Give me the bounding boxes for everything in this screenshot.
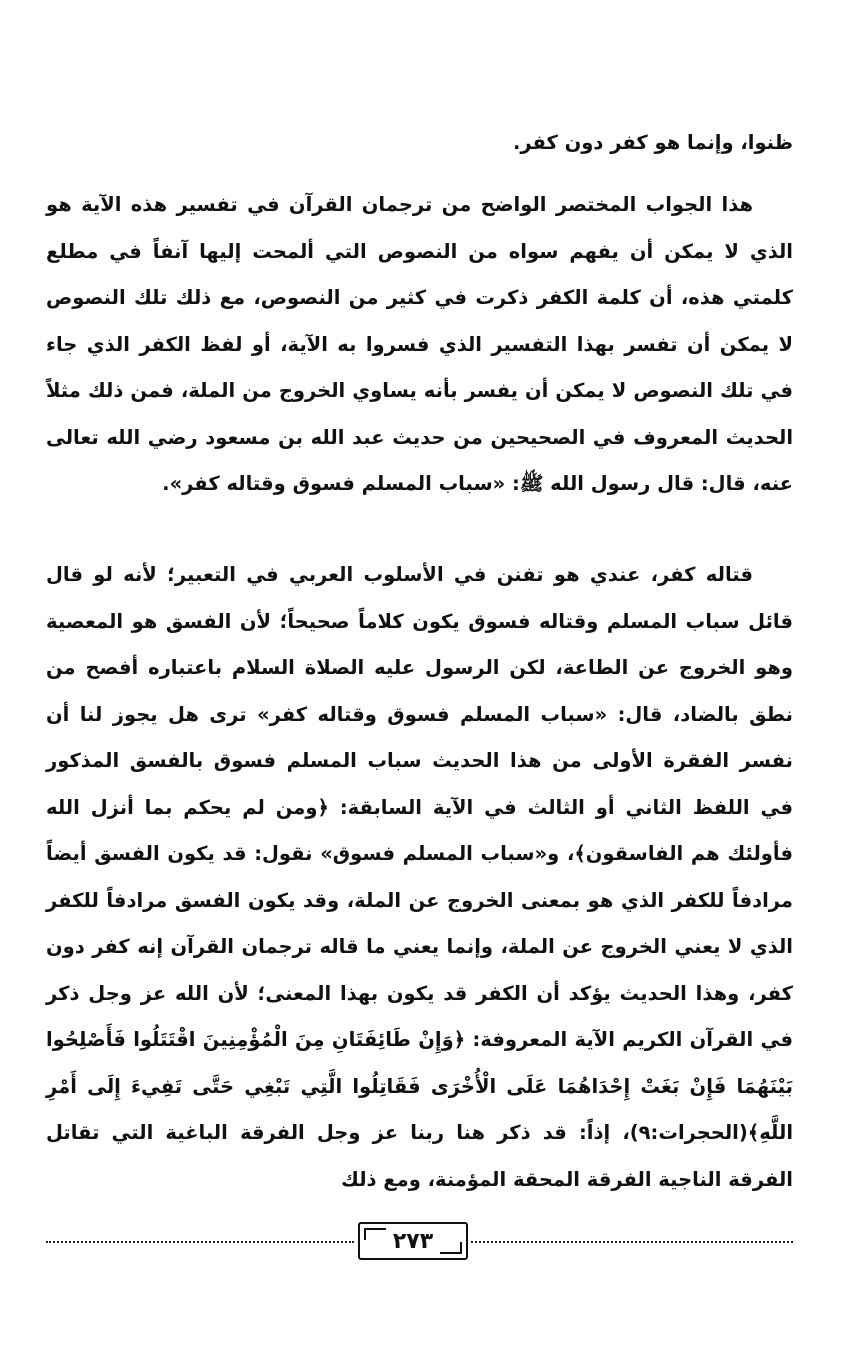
- paragraph-one-text: هذا الجواب المختصر الواضح من ترجمان القرآن في تفسير هذه الآية هو الذي لا يمكن أن يفهم سواه من النصوص التي ألمحت إليها آنفاً في مطلع كلمتي هذه، أن كلمة الكفر ذكرت في كثير من النصوص، مع ذلك تلك النصوص لا يمكن أن تفسر بهذا التفسير الذي فسروا به الآية، أو لفظ الكفر الذي جاء في تلك النصوص لا يمكن أن يفسر بأنه يساوي الخروج من الملة، فمن ذلك مثلاً الحديث المعروف في الصحيحين من حديث عبد الله بن مسعود رضي الله تعالى عنه، قال: قال رسول الله ﷺ: «سباب المسلم فسوق وقتاله كفر».: [46, 193, 793, 495]
- page-number-frame: [358, 1222, 468, 1260]
- paragraph-two: [46, 552, 793, 1203]
- ornament-icon: [364, 1228, 386, 1240]
- ornament-icon: [440, 1242, 462, 1254]
- footer-divider-right: [471, 1241, 793, 1243]
- page-footer: [46, 1222, 793, 1262]
- intro-line: [46, 120, 793, 167]
- intro-line-text: ظنوا، وإنما هو كفر دون كفر.: [512, 131, 793, 154]
- paragraph-two-text: قتاله كفر، عندي هو تفنن في الأسلوب العربي في التعبير؛ لأنه لو قال قائل سباب المسلم وقتاله فسوق يكون كلاماً صحيحاً؛ لأن الفسق هو المعصية وهو الخروج عن الطاعة، لكن الرسول عليه الصلاة السلام باعتباره أفصح من نطق بالضاد، قال: «سباب المسلم فسوق وقتاله كفر» ترى هل يجوز لنا أن نفسر الفقرة الأولى من هذا الحديث سباب المسلم فسوق بالفسق المذكور في اللفظ الثاني أو الثالث في الآية السابقة: ﴿ومن لم يحكم بما أنزل الله فأولئك هم الفاسقون﴾، و«سباب المسلم فسوق» نقول: قد يكون الفسق أيضاً مرادفاً للكفر الذي هو بمعنى الخروج عن الملة، وقد يكون الفسق مرادفاً للكفر الذي لا يعني الخروج عن الملة، وإنما يعني ما قاله ترجمان القرآن إنه كفر دون كفر، وهذا الحديث يؤكد أن الكفر قد يكون بهذا المعنى؛ لأن الله عز وجل ذكر في القرآن الكريم الآية المعروفة: ﴿وَإِنْ طَائِفَتَانِ مِنَ الْمُؤْمِنِينَ اقْتَتَلُوا فَأَصْلِحُوا بَيْنَهُمَا فَإِنْ بَغَتْ إِحْدَاهُمَا عَلَى الْأُخْرَى فَقَاتِلُوا الَّتِي تَبْغِي حَتَّى تَفِيءَ إِلَى أَمْرِ اللَّهِ﴾(الحجرات:٩)، إذاً: قد ذكر هنا ربنا عز وجل الفرقة الباغية التي تقاتل الفرقة الناجية الفرقة المحقة المؤمنة، ومع ذلك: [46, 563, 793, 1191]
- footer-divider-left: [46, 1241, 354, 1243]
- page-number: ٢٧٣: [392, 1228, 434, 1254]
- paragraph-one: [46, 182, 793, 508]
